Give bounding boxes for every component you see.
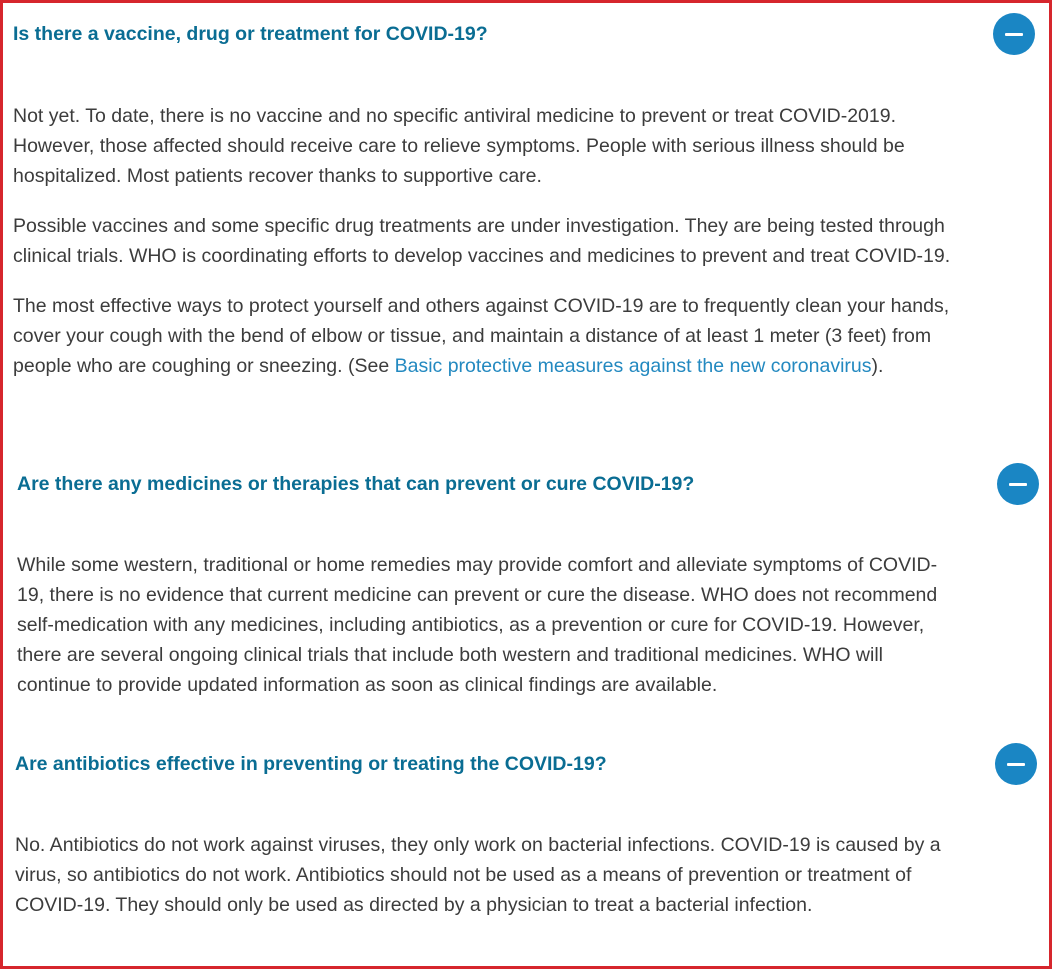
answer-text: ). xyxy=(871,355,884,377)
faq-question-vaccine[interactable]: Is there a vaccine, drug or treatment for COVID-19? xyxy=(13,23,488,45)
faq-question-antibiotics[interactable]: Are antibiotics effective in preventing or treating the COVID-19? xyxy=(15,753,607,775)
answer-paragraph: Possible vaccines and some specific drug treatments are under investigation. They are being tested through clinical trials. WHO is coordinating efforts to develop vaccines and medicines to prevent and treat COVID-19. xyxy=(13,215,951,267)
minus-icon xyxy=(1009,483,1027,486)
faq-question-medicines[interactable]: Are there any medicines or therapies that can prevent or cure COVID-19? xyxy=(17,473,695,495)
faq-answer-antibiotics xyxy=(15,830,965,940)
answer-paragraph: While some western, traditional or home remedies may provide comfort and alleviate symptoms of COVID-19, there is no evidence that current medicine can prevent or cure the disease. WHO does not recommend self-medication with any medicines, including antibiotics, as a prevention or cure for COVID-19. However, there are several ongoing clinical trials that include both western and traditional medicines. WHO will continue to provide updated information as soon as clinical findings are available. xyxy=(17,554,938,696)
collapse-toggle-medicines[interactable] xyxy=(997,463,1039,505)
minus-icon xyxy=(1007,763,1025,766)
minus-icon xyxy=(1005,33,1023,36)
faq-answer-vaccine xyxy=(13,101,953,401)
answer-paragraph: No. Antibiotics do not work against viruses, they only work on bacterial infections. COVID-19 is caused by a virus, so antibiotics do not work. Antibiotics should not be used as a means of prevention or treatment of COVID-19. They should only be used as directed by a physician to treat a bacterial infection. xyxy=(15,834,941,916)
answer-paragraph: Not yet. To date, there is no vaccine and no specific antiviral medicine to prevent or treat COVID-2019. However, those affected should receive care to relieve symptoms. People with serious illness should be hospitalized. Most patients recover thanks to supportive care. xyxy=(13,105,905,187)
answer-paragraph xyxy=(13,291,953,381)
answer-text: The most effective ways to protect yourself and others against COVID-19 are to frequently clean your hands, cover your cough with the bend of elbow or tissue, and maintain a distance of at least 1 meter (3 feet) from people who are coughing or sneezing. (See xyxy=(13,295,950,377)
collapse-toggle-vaccine[interactable] xyxy=(993,13,1035,55)
faq-answer-medicines xyxy=(17,550,957,720)
collapse-toggle-antibiotics[interactable] xyxy=(995,743,1037,785)
protective-measures-link[interactable]: Basic protective measures against the new coronavirus xyxy=(394,355,872,377)
